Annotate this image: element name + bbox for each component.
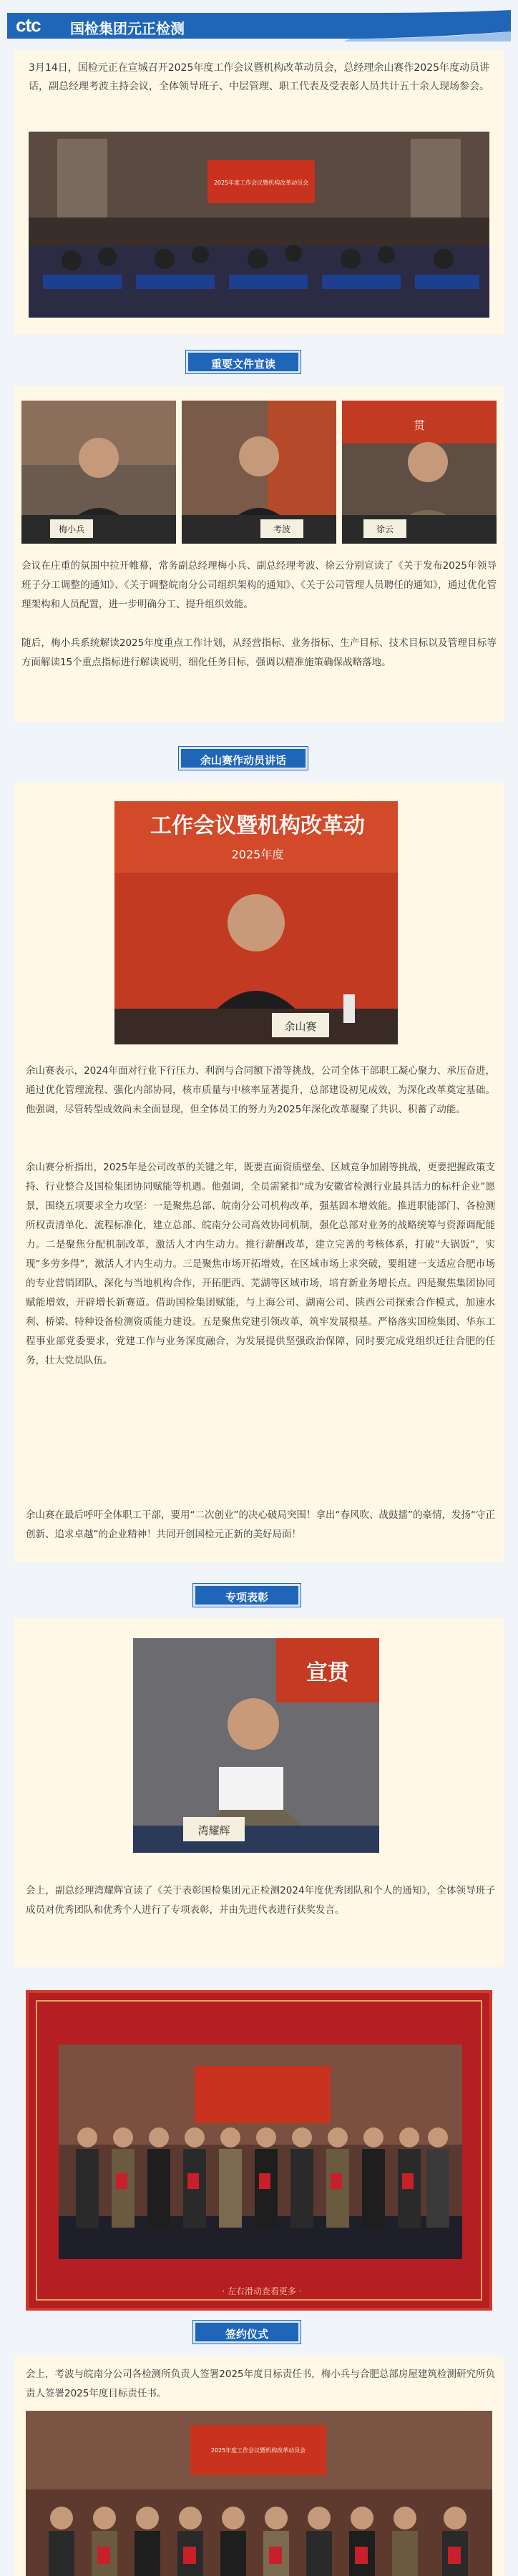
ctc-logo: ctc	[16, 14, 41, 36]
award-group-photo[interactable]	[59, 2044, 462, 2259]
meeting-hall-photo[interactable]	[29, 132, 489, 318]
speech-photo[interactable]	[114, 801, 398, 1044]
documents-text-2: 随后，梅小兵系统解读2025年度重点工作计划，从经营指标、业务指标、生产目标、技术目标以及管理目标等方面解读15个重点指标进行解读说明，细化任务目标，强调以精准施策确保战略落地。	[21, 637, 497, 668]
swipe-hint: · 左右滑动查看更多 ·	[222, 2286, 302, 2296]
speaker-photo-1[interactable]	[21, 401, 176, 544]
nameplate-1: 梅小兵	[58, 524, 85, 534]
section-title-signing: 签约仪式	[193, 2321, 300, 2344]
speech-paragraph-2: 余山赛分析指出，2025年是公司改革的关键之年，既要直面资质壁垒、区域竞争加剧等挑战，更要把握政策支持、行业整合及国检集团协同赋能等机遇。他强调，全员需紧扣“成为安徽省检测行业最具活力的标杆企业”愿景，围绕五项要求全力攻坚：一是聚焦总部、皖南分公司机构改革，强基固本增效能。推进职能部门、各检测所权责清单化、流程标准化，建立总部、皖南分公司高效协同机制，强化总部对业务的战略统筹与资源调配能力。二是聚焦分配机制改革，激活人才内生动力。推行薪酬改革，建立完善的考核体系，打破“大锅饭”，实现“多劳多得”，激活人才内生动力。三是聚焦市场开拓增效，在区域市场上求突破，要组建一支适应合肥市场的专业营销团队，深化与当地机构合作，开拓肥西、芜湖等区域市场，培育新业务增长点。四是聚焦集团协同赋能增效，开辟增长新赛道。借助国检集团赋能，与上海公司、湖南公司、陕西公司探索合作模式，加速水利、桥梁、特种设备检测资质能力建设。五是聚焦党建引领改革，筑牢发展根基。严格落实国检集团、华东工程事业部党委要求，党建工作与业务深度融合，为发展提供坚强政治保障，同时要完成党组织迁往合肥的任务，壮大党员队伍。	[26, 1162, 495, 1366]
signing-text: 会上，考波与皖南分公司各检测所负责人签署2025年度目标责任书，梅小兵与合肥总部房屋建筑检测研究所负责人签署2025年度目标责任书。	[26, 2369, 495, 2399]
speech-banner-sub: 2025年度	[231, 848, 284, 861]
section-title-speech: 余山赛作动员讲话	[179, 747, 308, 770]
section-title-awards: 专项表彰	[193, 1584, 300, 1607]
signing-group-photo[interactable]	[26, 2411, 492, 2576]
speech-nameplate: 余山赛	[284, 1020, 317, 1033]
svg-text:贯: 贯	[413, 418, 426, 432]
speech-paragraph-1: 余山赛表示，2024年面对行业下行压力、利润与合同额下滑等挑战，公司全体干部职工凝心聚力、承压奋进，通过优化管理流程、强化内部协同，核市质量与中核率显著提升，总部建设初见成效，为深化改革奠定基础。他强调，尽管转型成效尚未全面显现，但全体员工的努力为2025年深化改革凝聚了共识、积蓄了动能。	[26, 1065, 495, 1115]
section-title-documents: 重要文件宣读	[186, 351, 300, 373]
speaker-photo-3[interactable]	[342, 401, 497, 544]
award-nameplate: 湾耀辉	[197, 1824, 230, 1837]
speech-paragraph-3: 余山赛在最后呼吁全体职工干部，要用“二次创业”的决心破局突围！拿出“春风吹、战鼓擂”的豪情，发扬“守正创新、追求卓越”的企业精神！共同开创国检元正新的美好局面！	[26, 1509, 495, 1540]
documents-text: 会议在庄重的氛围中拉开帷幕，常务副总经理梅小兵、副总经理考波、徐云分别宣读了《关于发布2025年领导班子分工调整的通知》、《关于调整皖南分公司组织架构的通知》、《关于公司管理人员聘任的通知》，通过优化管理架构和人员配置，进一步明确分工、提升组织效能。	[21, 560, 497, 610]
intro-text: 3月14日，国检元正在宣城召开2025年度工作会议暨机构改革动员会，总经理余山赛作2025年度动员讲话，副总经理考波主持会议，全体领导班子、中层管理、职工代表及受表彰人员共计五十余人现场参会。	[29, 62, 489, 92]
brand-name: 国检集团元正检测	[70, 20, 185, 37]
award-banner-text: 宣贯	[306, 1660, 349, 1685]
banner-text: 2025年度工作会议暨机构改革动员会	[213, 180, 309, 186]
award-speaker-photo[interactable]	[133, 1638, 379, 1853]
award-carousel[interactable]	[26, 1990, 492, 2311]
nameplate-3: 徐云	[376, 524, 394, 534]
awards-text: 会上，副总经理湾耀辉宣读了《关于表彰国检集团元正检测2024年度优秀团队和个人的通知》，全体领导班子成员对优秀团队和优秀个人进行了专项表彰，并由先进代表进行获奖发言。	[26, 1885, 495, 1916]
speech-banner-text: 工作会议暨机构改革动	[150, 813, 365, 838]
sign-banner-text: 2025年度工作会议暨机构改革动员会	[210, 2447, 306, 2454]
page-header	[0, 0, 518, 46]
speaker-photo-2[interactable]	[182, 401, 336, 544]
nameplate-2: 考波	[273, 524, 291, 534]
